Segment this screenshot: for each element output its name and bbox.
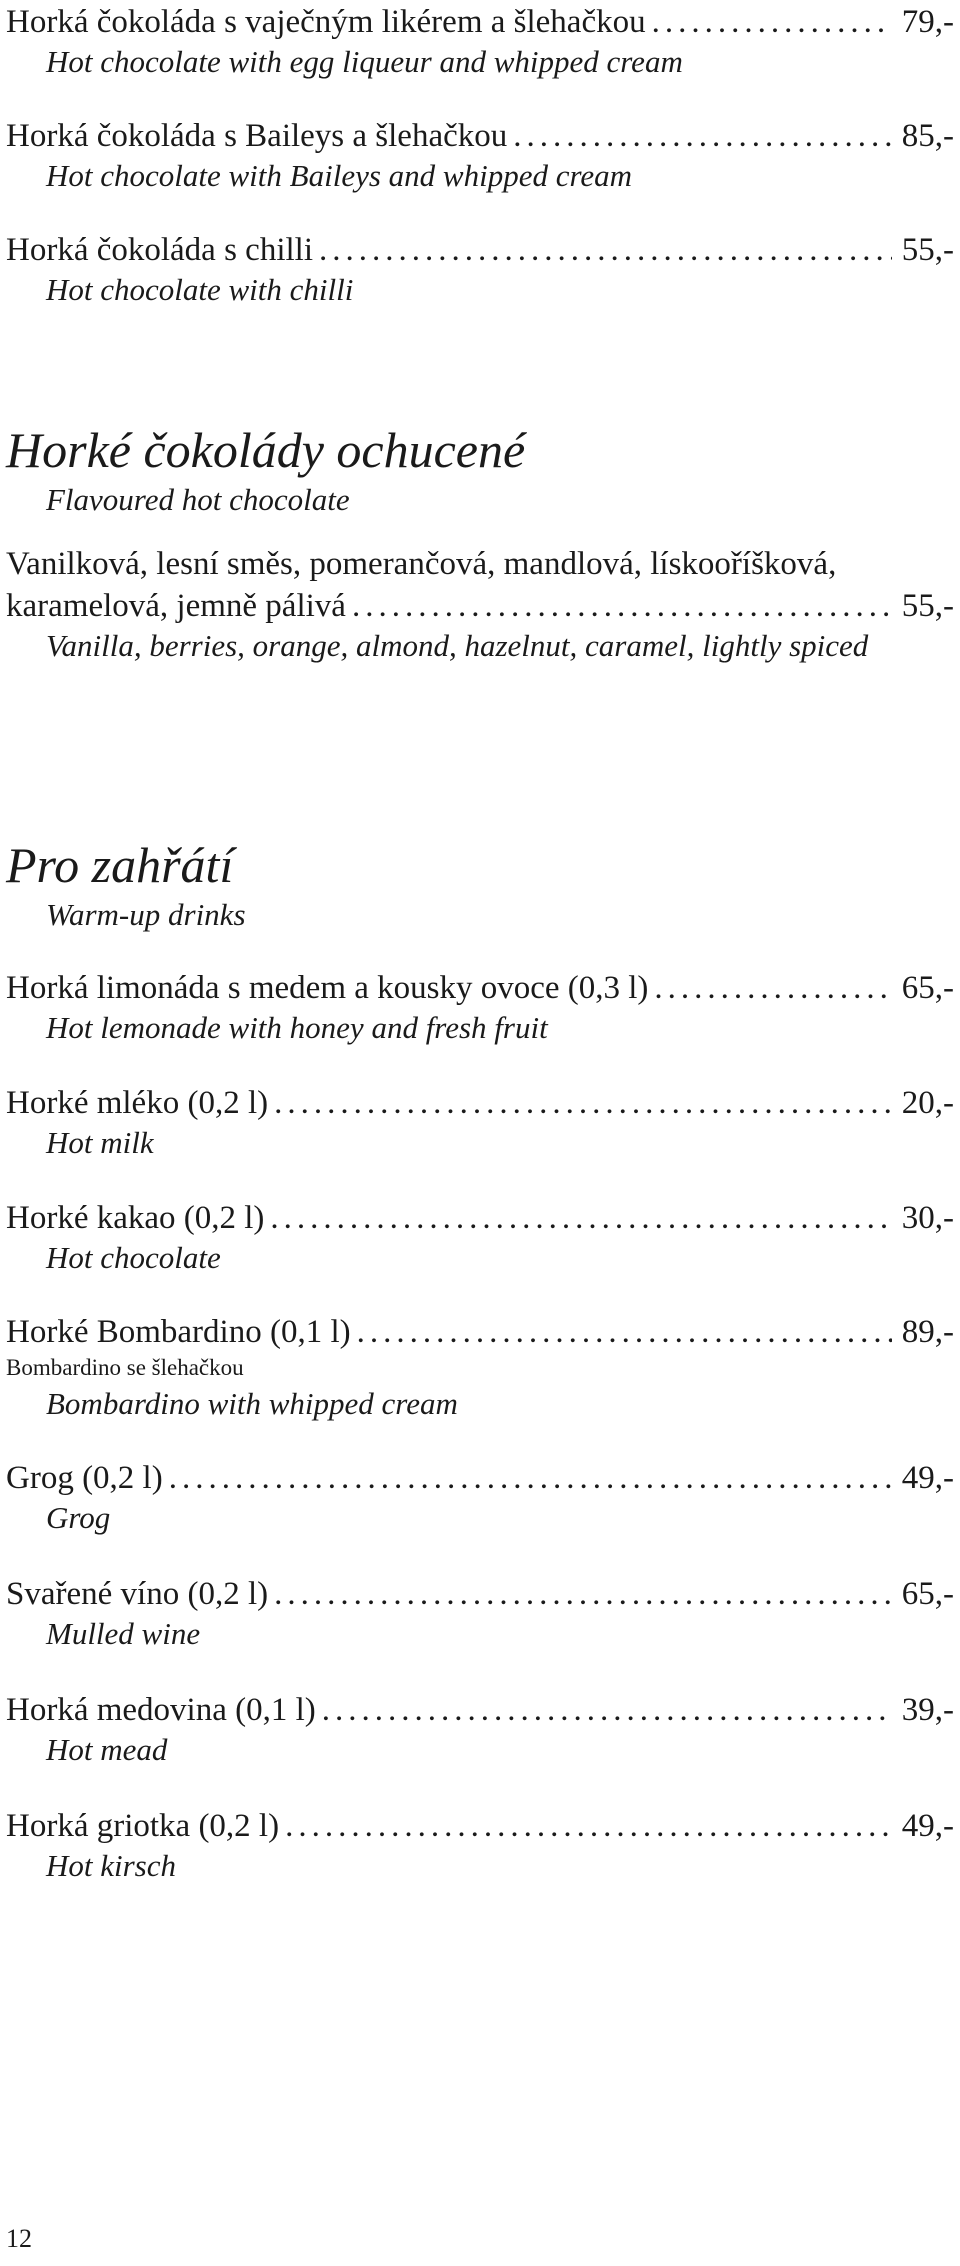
leader-dots — [285, 1806, 892, 1846]
leader-dots — [654, 968, 891, 1008]
item-translation: Bombardino with whipped cream — [46, 1386, 458, 1421]
menu-item — [6, 1198, 954, 1278]
menu-item — [6, 116, 954, 196]
item-price: 20,- — [901, 1085, 954, 1121]
menu-item — [6, 1806, 954, 1886]
menu-item — [6, 1083, 954, 1163]
item-translation: Hot mead — [46, 1732, 168, 1767]
menu-item — [6, 968, 954, 1048]
item-price: 65,- — [901, 970, 954, 1006]
item-price: 39,- — [901, 1692, 954, 1728]
item-name: Horké Bombardino (0,1 l) — [6, 1314, 351, 1350]
item-name: Grog (0,2 l) — [6, 1460, 163, 1496]
item-price: 85,- — [901, 118, 954, 154]
item-price: 55,- — [901, 232, 954, 268]
leader-dots — [652, 2, 892, 42]
leader-dots — [352, 586, 892, 626]
menu-item — [6, 1574, 954, 1654]
page-number: 12 — [6, 2224, 32, 2253]
item-name: Svařené víno (0,2 l) — [6, 1576, 269, 1612]
item-name: Horká čokoláda s Baileys a šlehačkou — [6, 118, 508, 154]
item-name: Horká medovina (0,1 l) — [6, 1692, 316, 1728]
item-price: 30,- — [901, 1200, 954, 1236]
menu-item — [6, 2, 954, 82]
menu-item — [6, 542, 954, 666]
section-title: Horké čokolády ochucené — [6, 422, 526, 478]
leader-dots — [274, 1574, 892, 1614]
item-price: 79,- — [901, 4, 954, 40]
item-price: 49,- — [901, 1808, 954, 1844]
menu-item — [6, 1458, 954, 1538]
item-translation: Grog — [46, 1500, 111, 1535]
leader-dots — [322, 1690, 892, 1730]
item-name: Horká limonáda s medem a kousky ovoce (0,3 l) — [6, 970, 649, 1006]
item-price: 89,- — [901, 1314, 954, 1350]
section-warm-up-drinks — [6, 835, 954, 935]
menu-item — [6, 1690, 954, 1770]
menu-item — [6, 230, 954, 310]
leader-dots — [357, 1312, 892, 1352]
item-name: Horké kakao (0,2 l) — [6, 1200, 265, 1236]
item-price: 55,- — [901, 588, 954, 624]
leader-dots — [169, 1458, 892, 1498]
item-subnote: Bombardino se šlehačkou — [6, 1355, 244, 1380]
item-translation: Vanilla, berries, orange, almond, hazelnut, caramel, lightly spiced — [46, 628, 869, 663]
item-translation: Hot milk — [46, 1125, 154, 1160]
item-name: Horká griotka (0,2 l) — [6, 1808, 280, 1844]
item-translation: Hot chocolate with chilli — [46, 272, 354, 307]
item-description: Vanilková, lesní směs, pomerančová, mandlová, lískooříšková, — [6, 546, 837, 582]
item-translation: Hot chocolate — [46, 1240, 221, 1275]
section-title: Pro zahřátí — [6, 837, 234, 893]
item-translation: Hot chocolate with Baileys and whipped cream — [46, 158, 633, 193]
item-name: Horká čokoláda s vaječným likérem a šlehačkou — [6, 4, 646, 40]
item-price: 65,- — [901, 1576, 954, 1612]
item-translation: Hot chocolate with egg liqueur and whipped cream — [46, 44, 683, 79]
item-translation: Mulled wine — [46, 1616, 201, 1651]
leader-dots — [274, 1083, 892, 1123]
leader-dots — [270, 1198, 891, 1238]
item-translation: Hot kirsch — [46, 1848, 177, 1883]
item-name: karamelová, jemně pálivá — [6, 588, 346, 624]
section-flavoured-hot-chocolate — [6, 420, 954, 520]
section-subtitle: Flavoured hot chocolate — [46, 482, 350, 517]
item-price: 49,- — [901, 1460, 954, 1496]
item-translation: Hot lemonade with honey and fresh fruit — [46, 1010, 548, 1045]
leader-dots — [319, 230, 892, 270]
item-name: Horké mléko (0,2 l) — [6, 1085, 269, 1121]
section-subtitle: Warm-up drinks — [46, 897, 246, 932]
item-name: Horká čokoláda s chilli — [6, 232, 313, 268]
menu-item — [6, 1312, 954, 1424]
leader-dots — [513, 116, 891, 156]
